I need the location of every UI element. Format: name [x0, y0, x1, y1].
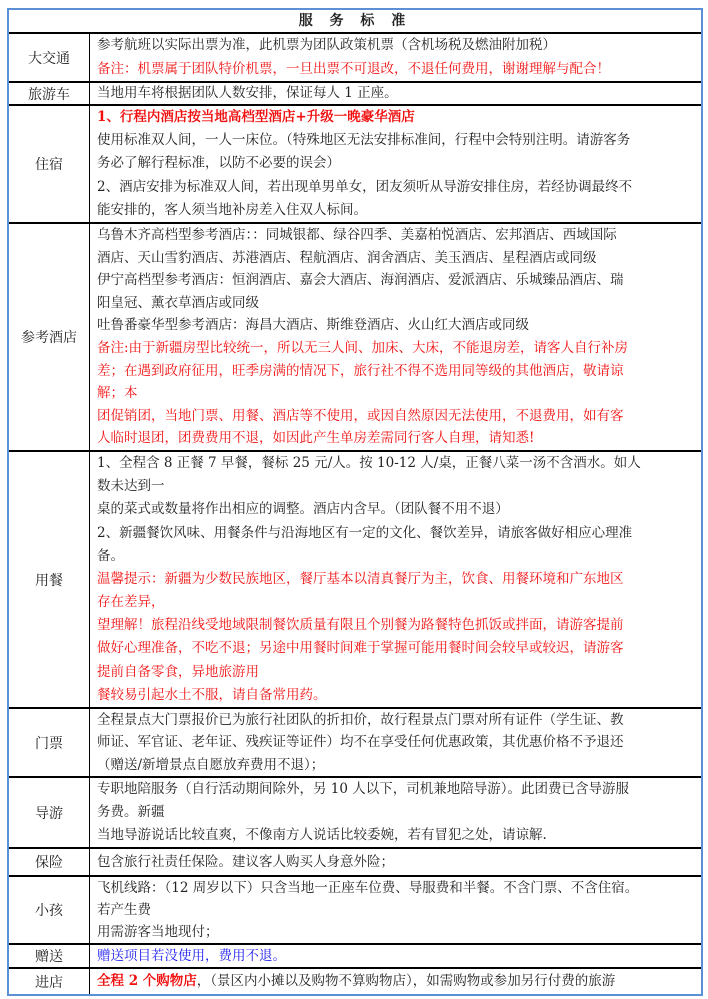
content-line: 数未达到一	[97, 478, 165, 495]
content-line: 备注:由于新疆房型比较统一，所以无三人间、加床、大床，不能退房差，请客人自行补房	[97, 340, 629, 356]
row-content	[90, 778, 701, 847]
table-row	[9, 969, 701, 994]
row-label: 赠送	[9, 945, 90, 967]
content-line: 当地导游说话比较直爽，不像南方人说话比较委婉，若有冒犯之处，请谅解.	[97, 827, 547, 843]
content-line: 1、行程内酒店按当地高档型酒店+升级一晚豪华酒店	[97, 109, 415, 125]
content-line: 用需游客当地现付；	[97, 924, 219, 940]
row-content	[90, 106, 701, 222]
content-line: 备注：机票属于团队特价机票，一旦出票不可退改，不退任何费用，谢谢理解与配合！	[97, 60, 610, 77]
content-line: 使用标准双人间，一人一床位。（特殊地区无法安排标准间，行程中会特别注明。请游客务	[97, 132, 631, 149]
service-standards-table	[7, 8, 703, 996]
content-line: 温馨提示：新疆为少数民族地区，餐厅基本以清真餐厅为主，饮食、用餐环境和广东地区	[97, 570, 624, 587]
content-line: 吐鲁番豪华型参考酒店：海昌大酒店、斯维登酒店、火山红大酒店或同级	[97, 317, 529, 334]
content-line: 飞机线路：（12 周岁以下）只含当地一正座车位费、导服费和半餐。不含门票、不含住宿。	[97, 880, 639, 896]
row-content	[90, 945, 701, 967]
content-line: 酒店、天山雪豹酒店、苏港酒店、程航酒店、润舍酒店、美玉酒店、星程酒店或同级	[97, 249, 597, 266]
row-label: 用餐	[9, 452, 90, 707]
row-content	[90, 709, 701, 776]
table-row	[9, 945, 701, 969]
row-content	[90, 83, 701, 104]
content-line: 团促销团，当地门票、用餐、酒店等不使用，或因自然原因无法使用，不退费用，如有客	[97, 407, 624, 424]
table-body	[9, 34, 701, 994]
table-row	[9, 849, 701, 877]
table-row	[9, 83, 701, 106]
content-line: 全程景点大门票报价已为旅行社团队的折扣价，故行程景点门票对所有证件（学生证、教	[97, 712, 624, 728]
row-label: 保险	[9, 849, 90, 875]
content-line: 专职地陪服务（自行活动期间除外，另 10 人以下，司机兼地陪导游）。此团费已含导游服	[97, 781, 630, 797]
content-line: （赠送/新增景点自愿放弃费用不退）；	[97, 756, 325, 773]
content-segment: ，（景区内小摊以及购物不算购物店），如需购物或参加另行付费的旅游	[196, 973, 616, 989]
content-line: 备。	[97, 547, 124, 564]
content-line: 阳皇冠、薰衣草酒店或同级	[97, 294, 259, 311]
table-row	[9, 877, 701, 945]
content-line: 人临时退团，团费费用不退，如因此产生单房差需同行客人自理，请知悉!	[97, 430, 535, 447]
content-line: 桌的菜式或数量将作出相应的调整。酒店内含早。（团队餐不用不退）	[97, 501, 509, 518]
content-line: 1、全程含 8 正餐 7 早餐，餐标 25 元/人。按 10-12 人/桌，正餐八菜一汤不含酒水。如人	[97, 454, 641, 471]
content-line: 伊宁高档型参考酒店：恒润酒店、嘉会大酒店、海润酒店、爱派酒店、乐城臻品酒店、瑞	[97, 272, 624, 289]
content-line: 能安排的，客人须当地补房差入住双人标间。	[97, 201, 367, 218]
content-line: 师证、军官证、老年证、残疾证等证件）均不在享受任何优惠政策，其优惠价格不予退还	[97, 734, 624, 751]
table-title: 服 务 标 准	[9, 10, 701, 34]
row-content	[90, 34, 701, 81]
content-line: 包含旅行社责任保险。建议客人购买人身意外险；	[97, 854, 394, 870]
content-line	[97, 970, 701, 993]
content-line: 参考航班以实际出票为准，此机票为团队政策机票（含机场税及燃油附加税）	[97, 37, 556, 53]
row-content	[90, 224, 701, 450]
row-content	[90, 877, 701, 943]
table-row	[9, 452, 701, 709]
content-line: 提前自备零食，异地旅游用	[97, 663, 259, 680]
row-content	[90, 452, 701, 707]
row-label: 大交通	[9, 34, 90, 81]
table-row	[9, 106, 701, 224]
row-label: 参考酒店	[9, 224, 90, 450]
row-label: 小孩	[9, 877, 90, 943]
content-line: 乌鲁木齐高档型参考酒店：：同城银都、绿谷四季、美嘉柏悦酒店、宏邦酒店、西域国际	[97, 227, 617, 244]
row-label: 进店	[9, 969, 90, 994]
table-row	[9, 709, 701, 778]
row-content	[90, 969, 701, 994]
content-segment: 全程 2 个购物店	[97, 973, 197, 989]
content-line: 做好心理准备，不吃不退；另途中用餐时间难于掌握可能用餐时间会较早或较迟，请游客	[97, 640, 624, 657]
content-line: 务费。新疆	[97, 804, 165, 820]
content-line: 2、新疆餐饮风味、用餐条件与沿海地区有一定的文化、餐饮差异，请旅客做好相应心理准	[97, 524, 633, 541]
content-line: 当地用车将根据团队人数安排，保证每人 1 正座。	[97, 85, 398, 101]
table-row	[9, 34, 701, 83]
content-line: 餐较易引起水土不服，请自备常用药。	[97, 686, 327, 703]
table-row	[9, 224, 701, 452]
row-content	[90, 849, 701, 875]
content-line: 赠送项目若没使用，费用不退。	[97, 948, 286, 964]
row-label: 门票	[9, 709, 90, 776]
row-label: 旅游车	[9, 83, 90, 104]
content-line: 若产生费	[97, 902, 151, 918]
row-label: 住宿	[9, 106, 90, 222]
table-row	[9, 778, 701, 849]
content-line: 2、酒店安排为标准双人间，若出现单男单女，团友须听从导游安排住房，若经协调最终不	[97, 178, 633, 195]
content-line: 务必了解行程标准，以防不必要的误会）	[97, 155, 340, 172]
content-line: 差；在遇到政府征用，旺季房满的情况下，旅行社不得不选用同等级的其他酒店，敬请谅	[97, 362, 624, 379]
content-line: 存在差异，	[97, 594, 165, 611]
row-label: 导游	[9, 778, 90, 847]
content-line: 解；本	[97, 385, 138, 402]
content-line: 望理解！旅程沿线受地域限制餐饮质量有限且个别餐为路餐特色抓饭或拌面，请游客提前	[97, 617, 624, 634]
